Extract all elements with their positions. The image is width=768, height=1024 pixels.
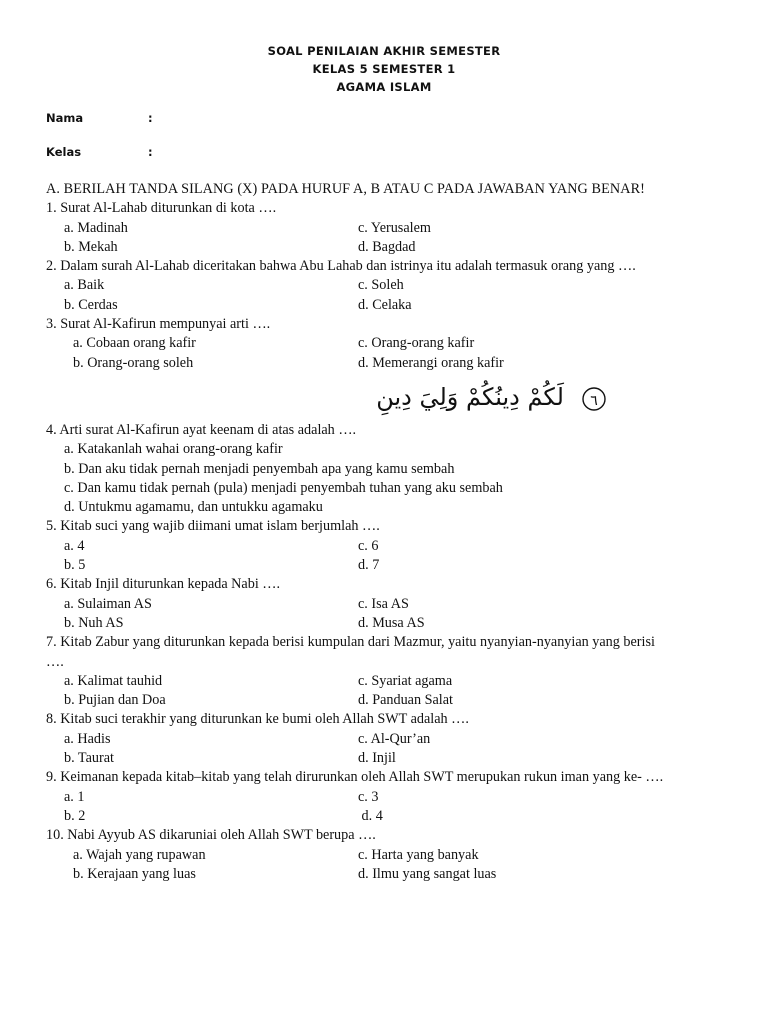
- option-d: d. Ilmu yang sangat luas: [358, 865, 497, 882]
- option-a: a. 4: [64, 537, 85, 554]
- option-d: d. Musa AS: [358, 614, 425, 631]
- class-colon: :: [148, 145, 153, 159]
- option-d: d. 7: [358, 557, 380, 574]
- option-c: c. Harta yang banyak: [358, 846, 479, 863]
- options-row: [46, 276, 736, 295]
- option-c: c. Yerusalem: [358, 219, 431, 236]
- option-a: a. Cobaan orang kafir: [73, 335, 196, 352]
- options-row: [46, 296, 736, 315]
- option-b: b. Nuh AS: [64, 614, 124, 631]
- question-3: 3. Surat Al-Kafirun mempunyai arti ….: [46, 316, 271, 333]
- instruction: A. BERILAH TANDA SILANG (X) PADA HURUF A, B ATAU C PADA JAWABAN YANG BENAR!: [46, 181, 645, 197]
- option-b: b. Orang-orang soleh: [73, 354, 194, 371]
- option-c: c. Al-Qur’an: [358, 730, 431, 747]
- question-10: 10. Nabi Ayyub AS dikaruniai oleh Allah SWT berupa ….: [46, 827, 376, 844]
- option-c: c. Isa AS: [358, 595, 409, 612]
- option-a: a. Kalimat tauhid: [64, 672, 163, 689]
- question-9: 9. Keimanan kepada kitab–kitab yang telah dirurunkan oleh Allah SWT merupukan rukun iman yang ke- ….: [46, 769, 664, 786]
- option-d: d. Untukmu agamamu, dan untukku agamaku: [64, 499, 323, 516]
- options-row: [46, 807, 736, 826]
- option-a: a. 1: [64, 788, 85, 805]
- question-1: 1. Surat Al-Lahab diturunkan di kota ….: [46, 200, 277, 217]
- option-a: a. Madinah: [64, 219, 128, 236]
- option-c: c. Soleh: [358, 277, 404, 294]
- option-c: c. Orang-orang kafir: [358, 335, 475, 352]
- options-row: [46, 749, 736, 768]
- options-row: [46, 556, 736, 575]
- option-d: d. 4: [358, 807, 383, 824]
- option-c: c. Syariat agama: [358, 672, 453, 689]
- name-label: Nama: [46, 111, 84, 125]
- question-7: 7. Kitab Zabur yang diturunkan kepada berisi kumpulan dari Mazmur, yaitu nyanyian-nyanyian yang berisi: [46, 634, 655, 651]
- options-row: [46, 865, 736, 884]
- option-b: b. Pujian dan Doa: [64, 692, 166, 709]
- verse-image: [332, 375, 652, 419]
- option-a: a. Hadis: [64, 730, 111, 747]
- option-b: b. Kerajaan yang luas: [73, 865, 196, 882]
- option-d: d. Injil: [358, 750, 396, 767]
- class-field: [46, 145, 153, 159]
- header-class: KELAS 5 SEMESTER 1: [312, 62, 456, 76]
- class-label: Kelas: [46, 145, 82, 159]
- options-row: [46, 238, 736, 257]
- option-b: b. Dan aku tidak pernah menjadi penyembah apa yang kamu sembah: [64, 460, 455, 477]
- option-c: c. 3: [358, 788, 379, 805]
- options-row: [46, 788, 736, 807]
- options-row: [46, 691, 736, 710]
- options-row: [46, 334, 736, 353]
- option-a: a. Sulaiman AS: [64, 595, 152, 612]
- question-5: 5. Kitab suci yang wajib diimani umat islam berjumlah ….: [46, 518, 380, 535]
- options-row: [46, 730, 736, 749]
- question-2: 2. Dalam surah Al-Lahab diceritakan bahwa Abu Lahab dan istrinya itu adalah termasuk orang yang ….: [46, 258, 636, 275]
- option-d: d. Memerangi orang kafir: [358, 354, 504, 371]
- name-colon: :: [148, 111, 153, 125]
- options-row: [46, 219, 736, 238]
- questions-section: [46, 180, 736, 884]
- arabic-verse: [46, 373, 736, 421]
- question-4: 4. Arti surat Al-Kafirun ayat keenam di atas adalah ….: [46, 421, 357, 438]
- option-b: b. Cerdas: [64, 296, 118, 313]
- option-a: a. Katakanlah wahai orang-orang kafir: [64, 441, 283, 458]
- options-row: [46, 354, 736, 373]
- question-8: 8. Kitab suci terakhir yang diturunkan ke bumi oleh Allah SWT adalah ….: [46, 711, 469, 728]
- header-title: SOAL PENILAIAN AKHIR SEMESTER: [267, 44, 501, 58]
- options-row: [46, 846, 736, 865]
- option-d: d. Panduan Salat: [358, 692, 453, 709]
- options-row: [46, 614, 736, 633]
- question-6: 6. Kitab Injil diturunkan kepada Nabi ….: [46, 576, 281, 593]
- option-c: c. 6: [358, 537, 379, 554]
- option-b: b. 5: [64, 557, 86, 574]
- verse-text: لَكُمْ دِينُكُمْ وَلِيَ دِينِ: [376, 382, 564, 411]
- option-d: d. Bagdad: [358, 238, 416, 255]
- option-c: c. Dan kamu tidak pernah (pula) menjadi penyembah tuhan yang aku sembah: [64, 479, 503, 496]
- document-header: [0, 42, 768, 96]
- options-row: [46, 672, 736, 691]
- option-b: b. Mekah: [64, 238, 118, 255]
- verse-number: ٦: [590, 392, 598, 409]
- name-field: [46, 111, 153, 125]
- option-a: a. Wajah yang rupawan: [73, 846, 206, 863]
- header-subject: AGAMA ISLAM: [336, 80, 432, 94]
- question-7-continuation: ….: [46, 653, 64, 670]
- option-d: d. Celaka: [358, 296, 412, 313]
- option-b: b. Taurat: [64, 750, 114, 767]
- options-row: [46, 595, 736, 614]
- option-a: a. Baik: [64, 277, 105, 294]
- option-b: b. 2: [64, 807, 86, 824]
- options-row: [46, 537, 736, 556]
